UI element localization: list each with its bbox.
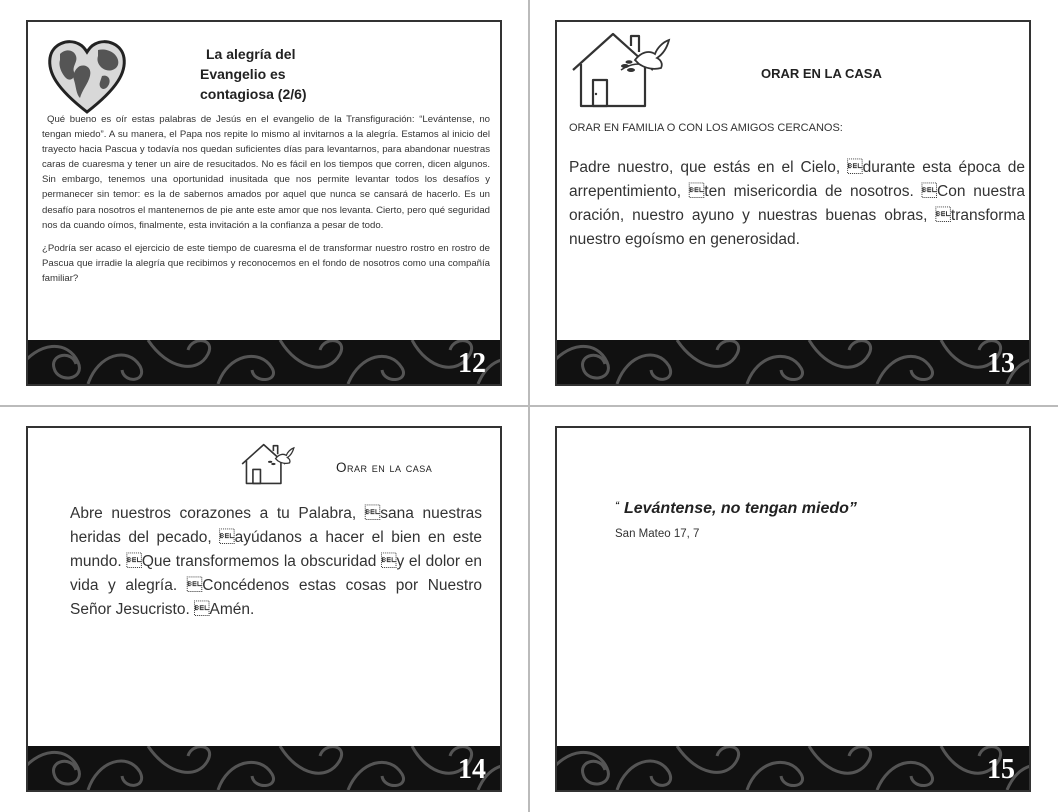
page-number: 13	[987, 348, 1015, 379]
slide-12-panel	[0, 0, 529, 406]
quote-open-mark: “	[615, 500, 620, 510]
ornament-pattern	[557, 340, 1029, 384]
page-number: 15	[987, 754, 1015, 785]
ornament-pattern	[28, 340, 500, 384]
card-13-heading: ORAR EN LA CASA	[761, 66, 882, 81]
ornament-band	[557, 340, 1029, 384]
card-12-body	[42, 112, 490, 294]
card-14-heading: Orar en la casa	[336, 460, 433, 475]
card-14-prayer: Abre nuestros corazones a tu Palabra, sana nuestras heridas del pecado, ayúdanos a hacer el bien en este mundo. Que transformemos la obscuridad y el dolor en vida y alegría. Concédenos estas cosas por Nuestro Señor Jesucristo. Amén.	[70, 505, 482, 618]
quote-text: Levántense, no tengan miedo”	[623, 500, 857, 517]
house-dove-icon	[240, 442, 296, 491]
title-line-1: La alegría del	[206, 46, 296, 62]
heart-globe-icon	[46, 36, 128, 123]
slide-13-panel	[529, 0, 1058, 406]
scripture-quote	[615, 500, 857, 518]
paragraph-2: ¿Podría ser acaso el ejercicio de este tiempo de cuaresma el de transformar nuestro rostro en rostro de Pascua que irradie la alegría que recibimos y reconocemos en el fondo de nosotros como una compañía familiar?	[42, 242, 490, 284]
ornament-band	[28, 746, 500, 790]
card-13	[555, 20, 1031, 386]
ornament-band	[28, 340, 500, 384]
card-12-title	[200, 44, 350, 104]
slide-14-panel	[0, 406, 529, 812]
page-number: 12	[458, 348, 486, 379]
card-13-subheading: ORAR EN FAMILIA O CON LOS AMIGOS CERCANOS:	[569, 122, 843, 134]
card-14	[26, 426, 502, 792]
ornament-pattern	[28, 746, 500, 790]
paragraph-1: Qué bueno es oír estas palabras de Jesús en el evangelio de la Transfiguración: “Levántense, no tengan miedo”. A su manera, el Papa nos repite lo mismo al invitarnos a la alegría. Estamos al inicio del trayecto hacia Pascua y todavía nos quedan suficientes días para levantarnos, para abandonar nuestras caras de cuaresma y tener un aire de resucitados. No es fácil en los tiempos que corren, dicen algunos. Sin embargo, tenemos una oportunidad inusitada que nos permite levantar todos los desafíos y permanecer sin temor: es la de sabernos amados por aquel que nunca se cansará de hacerlo. Es un desafío para nosotros el mantenernos de pie ante este amor que nos levanta. Cierto, pero qué seguridad nos da cuando oímos, finalmente, esta invitación a la confianza a pesar de todo.	[42, 114, 490, 231]
page-number: 14	[458, 754, 486, 785]
scripture-citation: San Mateo 17, 7	[615, 528, 700, 540]
house-dove-icon	[569, 30, 673, 115]
slide-15-panel	[529, 406, 1058, 812]
title-line-3: contagiosa (2/6)	[200, 86, 307, 102]
card-12	[26, 20, 502, 386]
card-13-prayer: Padre nuestro, que estás en el Cielo, durante esta época de arrepentimiento, ten misericordia de nosotros. Con nuestra oración, nuestro ayuno y nuestras buenas obras, transforma nuestro egoísmo en generosidad.	[569, 159, 1025, 248]
ornament-pattern	[557, 746, 1029, 790]
ornament-band	[557, 746, 1029, 790]
card-15	[555, 426, 1031, 792]
title-line-2: Evangelio es	[200, 66, 286, 82]
